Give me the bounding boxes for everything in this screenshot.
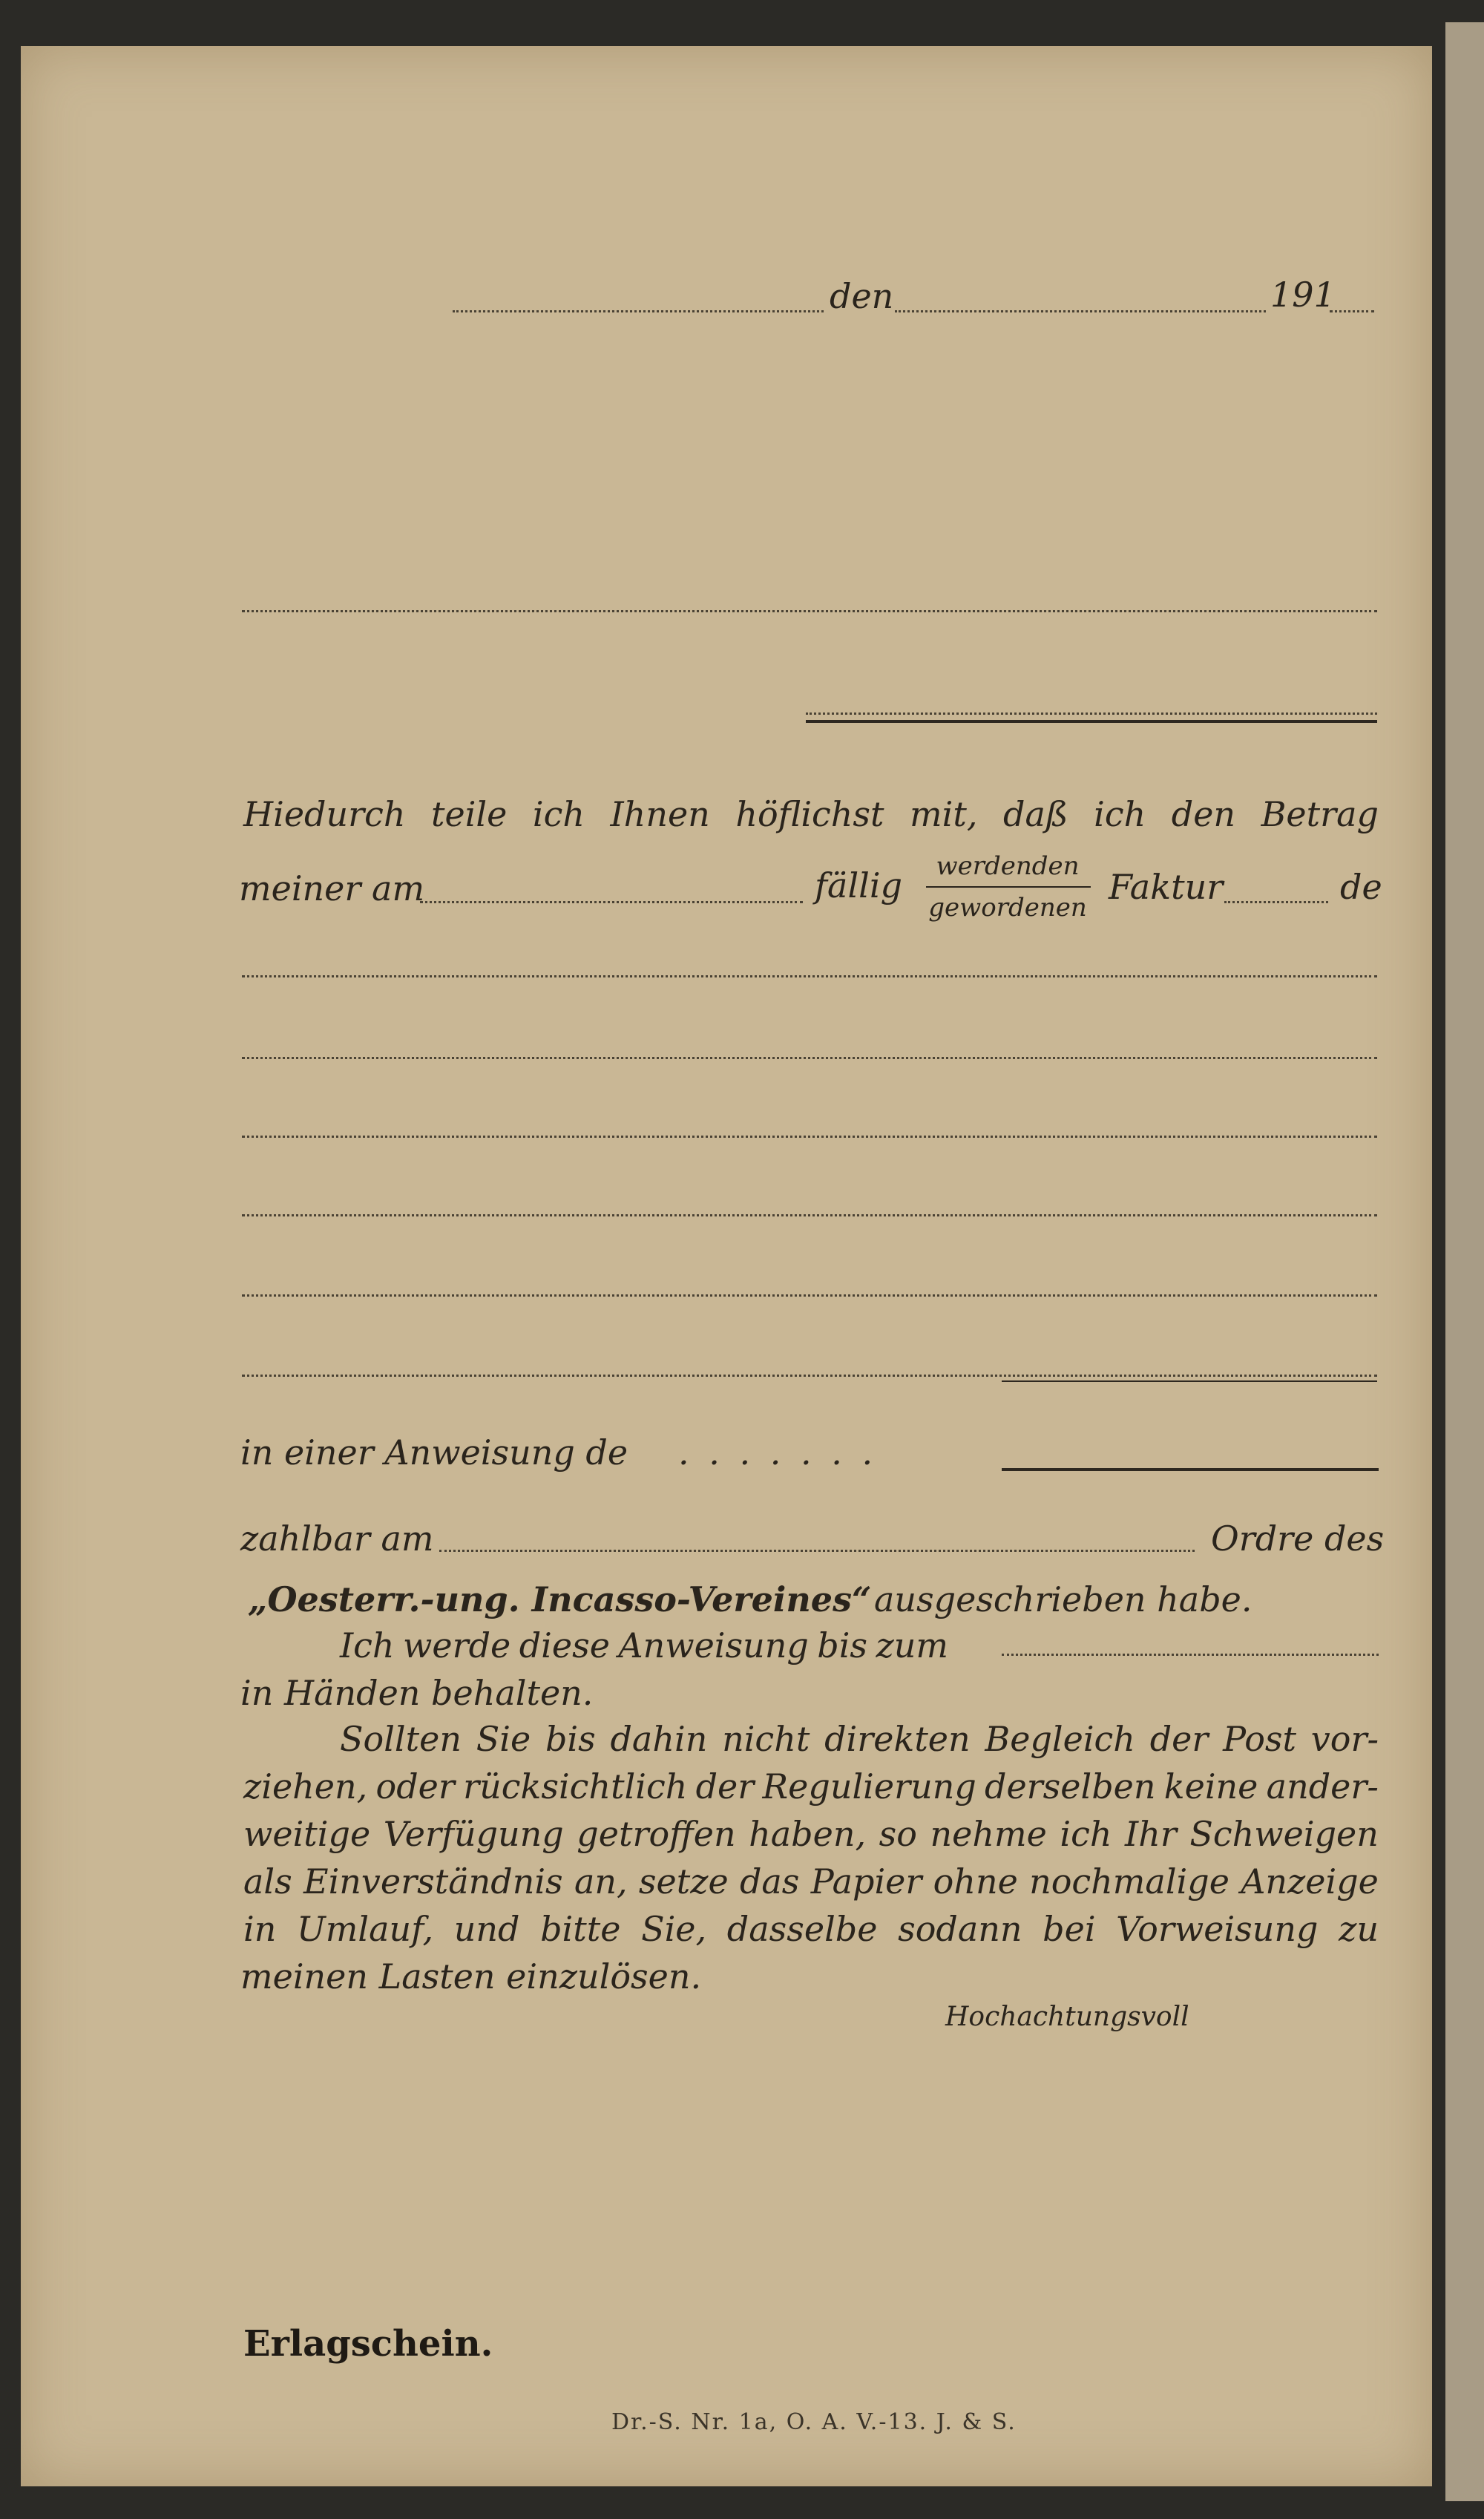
word: so xyxy=(879,1814,917,1854)
word: ziehen, xyxy=(243,1766,368,1806)
word: Verfügung xyxy=(383,1814,564,1854)
word: keine xyxy=(1163,1766,1258,1806)
word: Begleich xyxy=(985,1719,1135,1759)
word: weitige xyxy=(243,1814,371,1854)
behalten-date-line xyxy=(1002,1654,1379,1656)
de-label: de xyxy=(1340,867,1382,907)
place-field-line xyxy=(453,310,824,312)
word: setze xyxy=(638,1861,729,1901)
form-title: Erlagschein. xyxy=(243,2323,493,2365)
faellig-label: fällig xyxy=(815,865,903,905)
blank-line-5 xyxy=(242,1294,1377,1297)
word: ohne xyxy=(933,1861,1018,1901)
word: vor- xyxy=(1310,1719,1379,1759)
word: mit, xyxy=(910,794,978,834)
faktur-field-line xyxy=(1224,901,1328,903)
word: ich xyxy=(1060,1814,1112,1854)
werdenden-option: werdenden xyxy=(936,851,1080,881)
word: nicht xyxy=(722,1719,810,1759)
blank-line-6-underline xyxy=(1002,1380,1377,1382)
word: haben, xyxy=(749,1814,867,1854)
paragraph-line-4 xyxy=(243,1861,1379,1901)
word: Hiedurch xyxy=(243,794,406,834)
word: und xyxy=(453,1909,520,1949)
gewordenen-option: gewordenen xyxy=(928,893,1087,923)
paragraph-line-1 xyxy=(340,1719,1379,1759)
word: Sie, xyxy=(641,1909,707,1949)
word: der xyxy=(1149,1719,1209,1759)
word: daß xyxy=(1003,794,1068,834)
blank-line-6 xyxy=(242,1375,1377,1377)
faktur-label: Faktur xyxy=(1109,867,1224,907)
blank-line-2 xyxy=(242,1057,1377,1059)
word: Schweigen xyxy=(1189,1814,1379,1854)
closing: Hochachtungsvoll xyxy=(945,2002,1189,2032)
intro-line xyxy=(243,794,1379,834)
word: Post xyxy=(1223,1719,1297,1759)
word: direkten xyxy=(824,1719,971,1759)
word: in xyxy=(243,1909,277,1949)
anweisung-amount-line xyxy=(1002,1468,1379,1471)
invoice-date-line xyxy=(420,901,803,903)
anweisung-label: in einer Anweisung de xyxy=(240,1432,628,1473)
word: das xyxy=(739,1861,800,1901)
word: zu xyxy=(1339,1909,1379,1949)
word: bei xyxy=(1043,1909,1096,1949)
word: Einverständnis xyxy=(303,1861,563,1901)
printer-mark: Dr.-S. Nr. 1a, O. A. V.-13. J. & S. xyxy=(611,2409,1017,2435)
word: Ihr xyxy=(1125,1814,1177,1854)
date-field-line xyxy=(895,310,1266,312)
word: ich xyxy=(1094,794,1146,834)
word: Ihnen xyxy=(610,794,710,834)
address-underline xyxy=(806,720,1377,723)
header-year-label: 191 xyxy=(1270,275,1336,315)
header-den-label: den xyxy=(830,276,894,316)
paragraph-last-line: meinen Lasten einzulösen. xyxy=(240,1956,702,1996)
word: getroffen xyxy=(577,1814,736,1854)
word: höflichst xyxy=(735,794,884,834)
word: Regulierung xyxy=(762,1766,976,1806)
word: ich xyxy=(532,794,585,834)
word: zum xyxy=(876,1625,948,1665)
anweisung-dots: . . . . . . . xyxy=(678,1432,878,1473)
word: Sie xyxy=(476,1719,531,1759)
address-line-2 xyxy=(806,713,1377,715)
word: sodann xyxy=(898,1909,1022,1949)
word: dahin xyxy=(610,1719,708,1759)
verein-name: „Oesterr.-ung. Incasso-Vereines“ xyxy=(248,1579,872,1619)
meiner-am-label: meiner am xyxy=(239,868,425,908)
behalten-line xyxy=(340,1625,948,1665)
word: Umlauf, xyxy=(296,1909,434,1949)
address-line xyxy=(242,610,1377,612)
word: nochmalige xyxy=(1029,1861,1229,1901)
blank-line-4 xyxy=(242,1214,1377,1216)
paragraph-line-5 xyxy=(243,1909,1379,1949)
blank-line-1 xyxy=(242,975,1377,977)
word: diese xyxy=(519,1625,610,1665)
word: dasselbe xyxy=(726,1909,878,1949)
paragraph-line-3 xyxy=(243,1814,1379,1854)
word: Vorweisung xyxy=(1116,1909,1319,1949)
blank-line-3 xyxy=(242,1136,1377,1138)
fraction-bar xyxy=(926,886,1091,888)
word: ander- xyxy=(1266,1766,1379,1806)
behalten-line-2: in Händen behalten. xyxy=(240,1673,594,1713)
paragraph-line-2 xyxy=(243,1766,1379,1806)
word: als xyxy=(243,1861,292,1901)
adjacent-page-edge xyxy=(1445,22,1484,2501)
word: Sollten xyxy=(340,1719,462,1759)
word: den xyxy=(1171,794,1236,834)
word: an, xyxy=(574,1861,628,1901)
word: bitte xyxy=(540,1909,621,1949)
word: teile xyxy=(431,794,508,834)
word: rücksichtlich xyxy=(463,1766,688,1806)
word: bis xyxy=(545,1719,596,1759)
word: nehme xyxy=(930,1814,1047,1854)
word: Papier xyxy=(810,1861,922,1901)
word: der xyxy=(695,1766,755,1806)
year-field-line xyxy=(1330,310,1374,312)
word: werde xyxy=(403,1625,511,1665)
ordre-label: Ordre des xyxy=(1211,1519,1385,1559)
form-page xyxy=(21,46,1432,2486)
word: Ich xyxy=(340,1625,395,1665)
word: derselben xyxy=(985,1766,1156,1806)
word: Betrag xyxy=(1261,794,1379,834)
word: Anweisung xyxy=(618,1625,809,1665)
zahlbar-label: zahlbar am xyxy=(240,1519,434,1559)
word: bis xyxy=(817,1625,868,1665)
verein-rest: ausgeschrieben habe. xyxy=(874,1579,1252,1619)
word: oder xyxy=(375,1766,455,1806)
word: Anzeige xyxy=(1241,1861,1379,1901)
zahlbar-date-line xyxy=(439,1550,1195,1552)
